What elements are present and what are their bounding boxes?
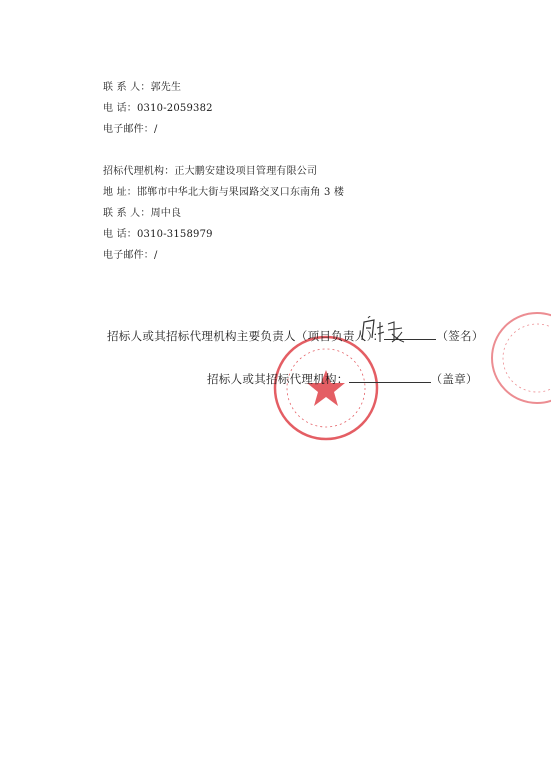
principal-signature-row xyxy=(107,328,484,344)
agency-name-row xyxy=(103,162,317,177)
agency-email-label: 电子邮件： xyxy=(103,250,154,261)
handwritten-signature xyxy=(358,316,410,346)
org-label: 招标人或其招标代理机构： xyxy=(207,372,349,386)
agency-contact-value: 周中良 xyxy=(150,208,182,219)
agency-phone-value: 0310-3158979 xyxy=(136,229,213,240)
tenderer-email-row xyxy=(103,120,158,135)
org-suffix: （盖章） xyxy=(430,372,478,386)
tenderer-email-label: 电子邮件： xyxy=(103,124,154,135)
principal-label: 招标人或其招标代理机构主要负责人（项目负责人）： xyxy=(107,329,385,343)
partial-seal-stamp xyxy=(489,308,551,408)
agency-address-label: 地 址： xyxy=(103,187,137,198)
agency-email-value: / xyxy=(154,250,158,261)
tenderer-contact-value: 郭先生 xyxy=(150,82,182,93)
agency-name-label: 招标代理机构： xyxy=(103,166,175,177)
org-seal-row xyxy=(207,371,478,387)
tenderer-phone-label: 电 话： xyxy=(103,103,137,114)
tenderer-phone-value: 0310-2059382 xyxy=(136,103,213,114)
agency-contact-row xyxy=(103,204,181,219)
agency-address-value: 邯郸市中华北大街与果园路交叉口东南角 3 楼 xyxy=(136,187,345,198)
tenderer-phone-row xyxy=(103,99,213,114)
tenderer-contact-label: 联 系 人： xyxy=(103,82,151,93)
agency-address-row xyxy=(103,183,344,198)
seal-blank xyxy=(349,372,431,383)
principal-suffix: （签名） xyxy=(436,329,484,343)
official-seal-stamp xyxy=(270,332,382,444)
agency-name-value: 正大鹏安建设项目管理有限公司 xyxy=(174,166,318,177)
agency-phone-row xyxy=(103,225,213,240)
tenderer-contact-row xyxy=(103,78,181,93)
agency-email-row xyxy=(103,246,158,261)
agency-contact-label: 联 系 人： xyxy=(103,208,151,219)
agency-phone-label: 电 话： xyxy=(103,229,137,240)
tenderer-email-value: / xyxy=(154,124,158,135)
